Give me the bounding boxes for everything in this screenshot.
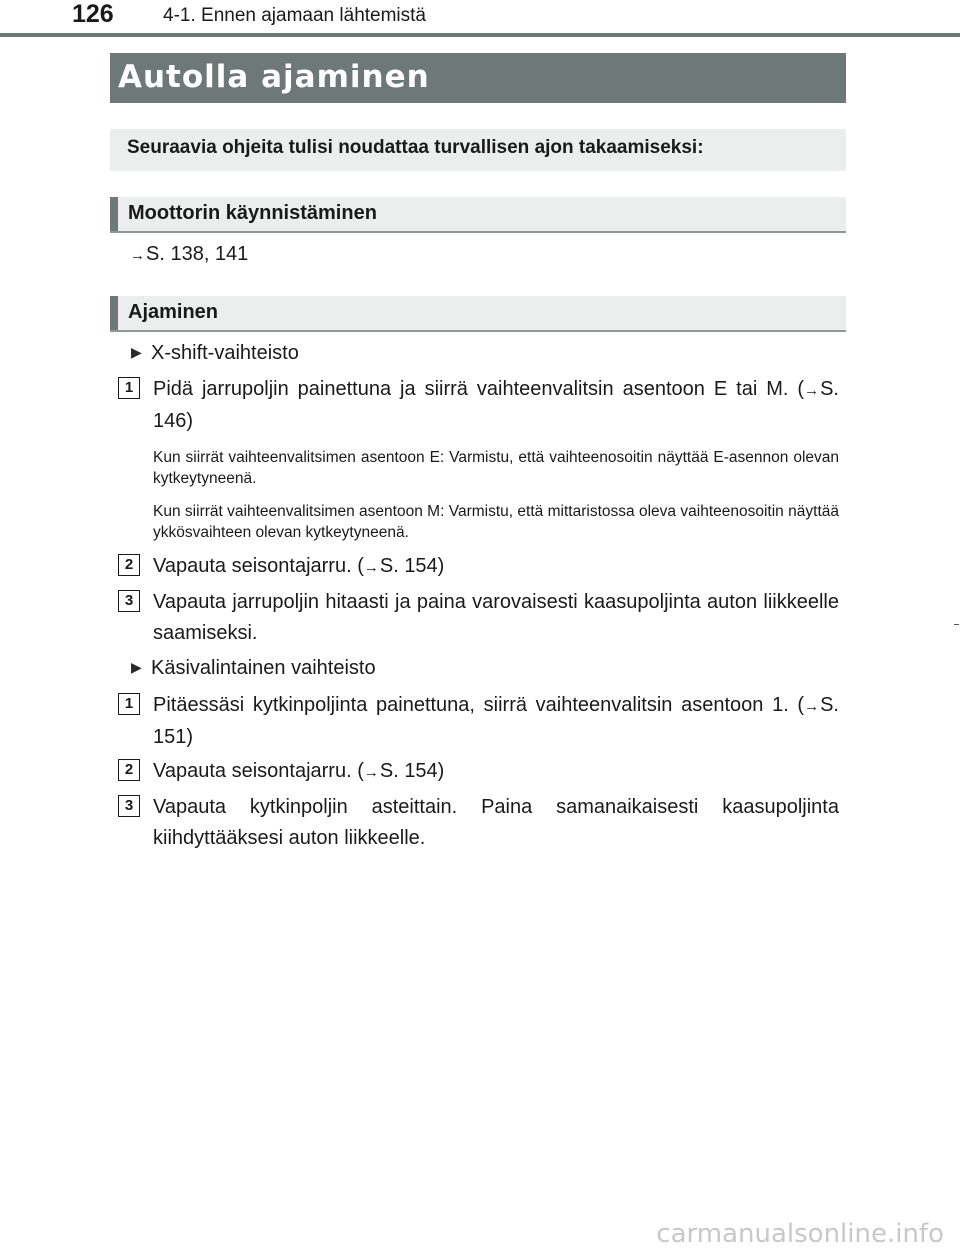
step-text — [153, 756, 839, 788]
step-badge: 3 — [118, 590, 140, 612]
intro-box — [110, 129, 846, 171]
section-heading-driving — [110, 296, 846, 332]
watermark: carmanualsonline.info — [656, 1219, 944, 1249]
start-reference-text: S. 138, 141 — [146, 243, 249, 265]
subheading-label: X-shift-vaihteisto — [151, 342, 299, 364]
step-text-body: Vapauta seisontajarru. ( — [153, 760, 364, 782]
step-text — [153, 551, 839, 583]
section-heading-label: Ajaminen — [128, 301, 219, 323]
step-text — [153, 374, 839, 437]
intro-text: Seuraavia ohjeita tulisi noudattaa turvallisen ajon takaamiseksi: — [127, 137, 704, 158]
subheading-xshift — [131, 342, 299, 365]
step-badge: 2 — [118, 759, 140, 781]
page-title: Autolla ajaminen — [118, 59, 430, 95]
step-text-body: Pitäessäsi kytkinpoljinta painettuna, siirrä vaihteenvalitsin asentoon 1. ( — [153, 694, 805, 716]
subheading-label: Käsivalintainen vaihteisto — [151, 657, 376, 679]
subheading-manual — [131, 657, 376, 680]
step-reference[interactable]: S. 154) — [379, 555, 445, 577]
step-reference[interactable]: S. 146) — [153, 378, 839, 432]
margin-tick — [954, 624, 959, 625]
step-badge: 1 — [118, 377, 140, 399]
title-bar — [110, 53, 846, 103]
triangle-bullet-icon: ▶ — [131, 659, 142, 675]
note: Kun siirrät vaihteenvalitsimen asentoon E: Varmistu, että vaihteenosoitin näyttää E-asennon olevan kytkeytyneenä. — [153, 449, 839, 487]
arrow-right-icon: → — [130, 247, 145, 264]
section-heading-label: Moottorin käynnistäminen — [128, 202, 377, 224]
triangle-bullet-icon: ▶ — [131, 344, 142, 360]
section-marker — [110, 197, 118, 231]
page-number: 126 — [72, 0, 114, 28]
note: Kun siirrät vaihteenvalitsimen asentoon M: Varmistu, että mittaristossa oleva vaihteenosoitin näyttää ykkösvaihteen olevan kytkeytyneenä. — [153, 503, 839, 541]
arrow-right-icon: → — [804, 382, 820, 399]
header-rule — [0, 33, 960, 37]
start-reference[interactable] — [130, 243, 248, 266]
step-text: Vapauta jarrupoljin hitaasti ja paina varovaisesti kaasupoljinta auton liikkeelle saamiseksi. — [153, 591, 839, 644]
step-text: Vapauta kytkinpoljin asteittain. Paina samanaikaisesti kaasupoljinta kiihdyttääksesi auton liikkeelle. — [153, 796, 839, 849]
arrow-right-icon: → — [363, 764, 379, 781]
section-marker — [110, 296, 118, 330]
step-text — [153, 690, 839, 753]
arrow-right-icon: → — [804, 698, 820, 715]
step-badge: 1 — [118, 693, 140, 715]
section-heading-start — [110, 197, 846, 233]
step-reference[interactable]: S. 151) — [153, 694, 839, 748]
step-badge: 3 — [118, 795, 140, 817]
step-text-body: Vapauta seisontajarru. ( — [153, 555, 364, 577]
arrow-right-icon: → — [363, 559, 379, 576]
step-reference[interactable]: S. 154) — [379, 760, 445, 782]
step-text-body: Pidä jarrupoljin painettuna ja siirrä vaihteenvalitsin asentoon E tai M. ( — [153, 378, 805, 400]
chapter-title: 4-1. Ennen ajamaan lähtemistä — [163, 5, 426, 26]
step-badge: 2 — [118, 554, 140, 576]
